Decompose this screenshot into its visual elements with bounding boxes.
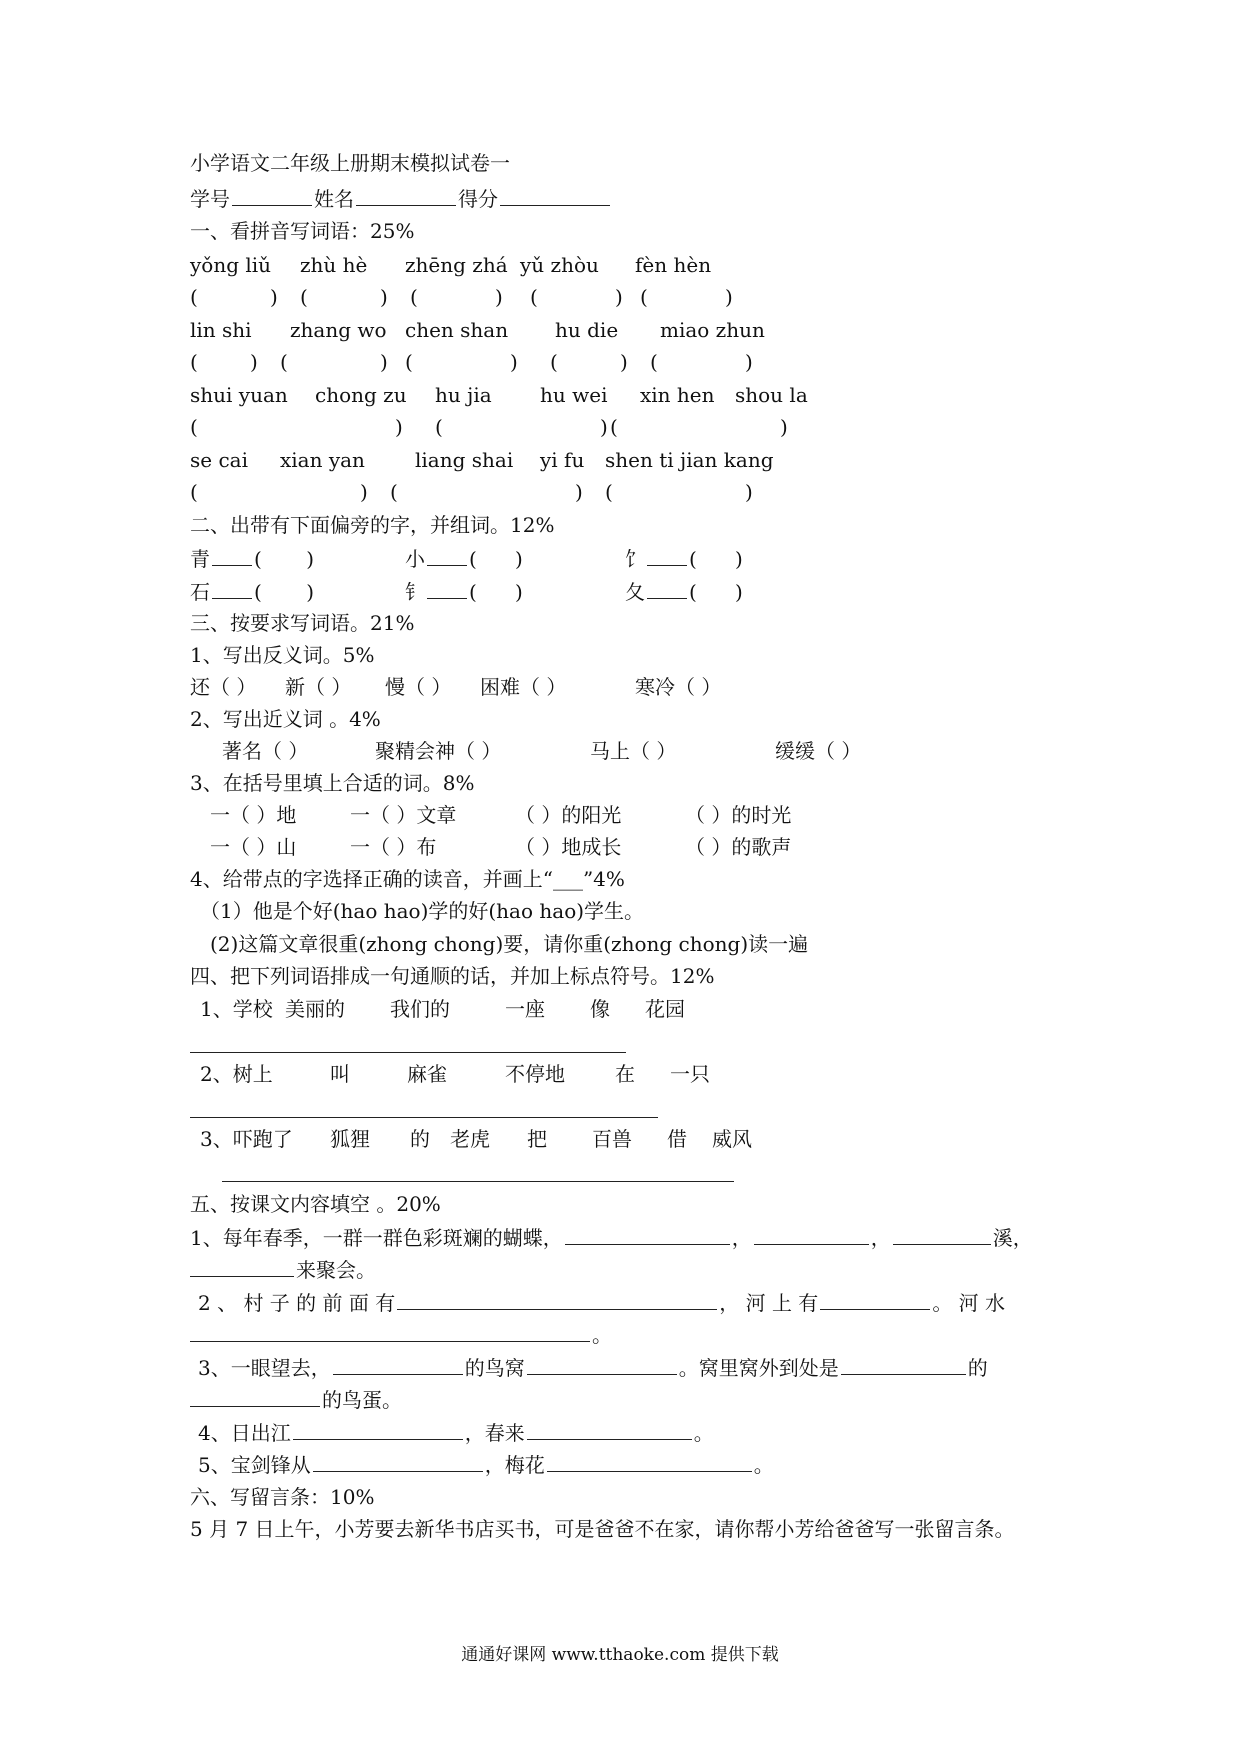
pinyin-row-1 xyxy=(190,252,745,278)
fill-text: 4、日出江 xyxy=(198,1421,291,1445)
word: 威风 xyxy=(712,1127,752,1151)
paren: ( xyxy=(605,480,613,504)
fill-text: 的 xyxy=(967,1356,988,1380)
fill-text: 3、一眼望去， xyxy=(198,1356,331,1380)
fill-text: ， xyxy=(870,1226,891,1250)
pinyin-row-4 xyxy=(190,447,774,473)
radical: 夂 xyxy=(625,580,645,604)
pinyin: miao zhun xyxy=(660,318,765,342)
fill-item: （ ）的阳光 xyxy=(515,803,622,827)
radical-blank[interactable] xyxy=(427,545,467,566)
paren: ) xyxy=(270,285,278,309)
message-prompt: 5 月 7 日上午，小芳要去新华书店买书，可是爸爸不在家，请你帮小芳给爸爸写一张留言条。 xyxy=(190,1517,1015,1541)
radical-blank[interactable] xyxy=(212,578,252,599)
word: 狐狸 xyxy=(330,1127,370,1151)
fill-text: 。窝里窝外到处是 xyxy=(678,1356,839,1380)
paren: ( xyxy=(550,350,558,374)
page-title: 小学语文二年级上册期末模拟试卷一 xyxy=(190,151,510,175)
word: 一座 xyxy=(505,997,545,1021)
footer-credit: 通通好课网 www.tthaoke.com 提供下载 xyxy=(461,1645,779,1665)
fill-blank[interactable] xyxy=(547,1451,752,1472)
word: 1、学校 xyxy=(200,997,273,1021)
synonym-row[interactable] xyxy=(222,738,861,764)
pinyin: chong zu xyxy=(315,383,407,407)
fill-text: ，春来 xyxy=(464,1421,525,1445)
synonym-item: 聚精会神（ ） xyxy=(375,739,502,763)
radical: 石 xyxy=(190,580,210,604)
section-4-heading: 四、把下列词语排成一句通顺的话，并加上标点符号。12% xyxy=(190,964,715,988)
paren: ) xyxy=(620,350,628,374)
pinyin: lin shi xyxy=(190,318,252,342)
answer-row-3[interactable] xyxy=(190,414,788,440)
student-info-line xyxy=(190,185,612,212)
section-6-heading: 六、写留言条：10% xyxy=(190,1485,375,1509)
paren: ( xyxy=(530,285,538,309)
fill-line-2 xyxy=(198,1289,1005,1316)
pinyin: se cai xyxy=(190,448,248,472)
antonym-row[interactable] xyxy=(190,674,721,700)
pinyin: hu die xyxy=(555,318,619,342)
fill-line-5 xyxy=(198,1451,774,1478)
paren: ( xyxy=(650,350,658,374)
fill-row-1[interactable] xyxy=(210,802,791,828)
fill-blank[interactable] xyxy=(820,1289,930,1310)
pinyin: xian yan xyxy=(280,448,365,472)
paren: ) xyxy=(495,285,503,309)
word: 在 xyxy=(615,1062,635,1086)
q3-4-title: 4、给带点的字选择正确的读音，并画上“___”4% xyxy=(190,867,625,891)
fill-blank[interactable] xyxy=(333,1354,463,1375)
fill-text: 5、宝剑锋从 xyxy=(198,1453,311,1477)
pinyin: shui yuan xyxy=(190,383,288,407)
sentence-words-2 xyxy=(200,1061,710,1087)
fill-blank[interactable] xyxy=(565,1224,730,1245)
xingming-label: 姓名 xyxy=(314,187,354,211)
paren: ( xyxy=(190,480,198,504)
fill-text: 的鸟蛋。 xyxy=(322,1388,402,1412)
pinyin: chen shan xyxy=(405,318,509,342)
pinyin: yǔ zhòu xyxy=(520,253,599,277)
word: 百兽 xyxy=(592,1127,632,1151)
fill-text: ， xyxy=(731,1226,752,1250)
pinyin: zhēng zhá xyxy=(405,253,508,277)
q3-3-title: 3、在括号里填上合适的词。8% xyxy=(190,771,475,795)
fill-item: 一（ ）布 xyxy=(350,835,437,859)
pinyin: shou la xyxy=(735,383,808,407)
word: 3、吓跑了 xyxy=(200,1127,293,1151)
section-1-heading: 一、看拼音写词语：25% xyxy=(190,219,415,243)
radical-row-1: 青 ( ) 小 ( ) 饣 ( ) xyxy=(190,547,743,571)
paren: ( xyxy=(190,415,198,439)
pinyin: hu wei xyxy=(540,383,608,407)
antonym-item: 新（ ） xyxy=(285,675,352,699)
paren: ) xyxy=(360,480,368,504)
paren: ( xyxy=(410,285,418,309)
radical-blank[interactable] xyxy=(647,545,687,566)
answer-row-2[interactable] xyxy=(190,349,753,375)
xingming-blank[interactable] xyxy=(356,185,456,206)
fill-item: （ ）的歌声 xyxy=(685,835,792,859)
synonym-item: 著名（ ） xyxy=(222,739,309,763)
paren: ( xyxy=(640,285,648,309)
fill-blank[interactable] xyxy=(313,1451,483,1472)
synonym-item: 缓缓（ ） xyxy=(775,739,862,763)
answer-row-4[interactable] xyxy=(190,479,753,505)
fill-text: ， 河 上 有 xyxy=(719,1291,819,1315)
antonym-item: 慢（ ） xyxy=(385,675,452,699)
pinyin: yǒng liǔ xyxy=(190,253,272,277)
fill-text: 的鸟窝 xyxy=(464,1356,525,1380)
defen-blank[interactable] xyxy=(500,185,610,206)
radical-blank[interactable] xyxy=(427,578,467,599)
fill-line-1 xyxy=(190,1224,1033,1251)
radical: 小 xyxy=(405,547,425,571)
fill-text: 溪， xyxy=(992,1226,1033,1250)
defen-label: 得分 xyxy=(458,187,498,211)
answer-row-1[interactable] xyxy=(190,284,733,310)
pinyin: zhang wo xyxy=(290,318,387,342)
paren: ) xyxy=(745,480,753,504)
fill-blank[interactable] xyxy=(893,1224,991,1245)
fill-line-4 xyxy=(198,1419,714,1446)
paren: ) xyxy=(615,285,623,309)
paren: ) xyxy=(575,480,583,504)
paren: ( xyxy=(390,480,398,504)
word: 2、树上 xyxy=(200,1062,273,1086)
fill-blank[interactable] xyxy=(293,1419,463,1440)
paren: ) xyxy=(395,415,403,439)
paren: ) xyxy=(745,350,753,374)
section-5-heading: 五、按课文内容填空 。20% xyxy=(190,1192,441,1216)
fill-row-2[interactable] xyxy=(210,834,791,860)
fill-text: 。 xyxy=(693,1421,714,1445)
pronunciation-q1: （1）他是个好(hao hao)学的好(hao hao)学生。 xyxy=(200,899,645,923)
word: 借 xyxy=(667,1127,687,1151)
fill-blank[interactable] xyxy=(527,1419,692,1440)
pinyin: xin hen xyxy=(640,383,715,407)
radical: 饣 xyxy=(625,547,645,571)
fill-line-3 xyxy=(198,1354,988,1381)
sentence-words-1 xyxy=(200,996,685,1022)
radical-row-2: 石 ( ) 钅 ( ) 夂 ( ) xyxy=(190,580,743,604)
q3-2-title: 2、写出近义词 。4% xyxy=(190,707,381,731)
fill-blank[interactable] xyxy=(841,1354,966,1375)
pinyin-row-3 xyxy=(190,382,808,408)
pinyin: yi fu xyxy=(540,448,585,472)
pinyin: shen ti jian kang xyxy=(605,448,774,472)
pronunciation-q2: (2)这篇文章很重(zhong chong)要，请你重(zhong chong)读一遍 xyxy=(210,932,809,956)
radical-blank[interactable] xyxy=(647,578,687,599)
answer-line-2[interactable] xyxy=(190,1117,658,1118)
fill-text: 。 河 水 xyxy=(932,1291,1006,1315)
fill-text: 2 、 村 子 的 前 面 有 xyxy=(198,1291,396,1315)
word: 像 xyxy=(590,997,610,1021)
antonym-item: 困难（ ） xyxy=(480,675,567,699)
fill-blank[interactable] xyxy=(754,1224,869,1245)
fill-text: 。 xyxy=(753,1453,774,1477)
paren: ( xyxy=(190,285,198,309)
word: 我们的 xyxy=(390,997,450,1021)
paren: ( xyxy=(300,285,308,309)
fill-blank[interactable] xyxy=(190,1321,590,1342)
word: 不停地 xyxy=(505,1062,565,1086)
paren: ( xyxy=(280,350,288,374)
paren: ( xyxy=(610,415,618,439)
q3-1-title: 1、写出反义词。5% xyxy=(190,643,375,667)
paren: ) xyxy=(600,415,608,439)
pinyin: fèn hèn xyxy=(635,253,712,277)
pinyin-row-2 xyxy=(190,317,770,343)
fill-blank[interactable] xyxy=(397,1289,717,1310)
answer-line-3[interactable] xyxy=(222,1181,734,1182)
section-3-heading: 三、按要求写词语。21% xyxy=(190,611,415,635)
paren: ( xyxy=(190,350,198,374)
paren: ( xyxy=(435,415,443,439)
fill-item: 一（ ）山 xyxy=(210,835,297,859)
fill-item: （ ）的时光 xyxy=(685,803,792,827)
fill-text: 来聚会。 xyxy=(296,1258,376,1282)
synonym-item: 马上（ ） xyxy=(590,739,677,763)
pinyin: zhù hè xyxy=(300,253,368,277)
paren: ) xyxy=(780,415,788,439)
word: 的 xyxy=(410,1127,430,1151)
paren: ( xyxy=(405,350,413,374)
fill-item: 一（ ）地 xyxy=(210,803,297,827)
fill-text: 。 xyxy=(592,1323,612,1347)
fill-blank[interactable] xyxy=(190,1386,320,1407)
fill-line-3b xyxy=(190,1386,402,1413)
xuehao-label: 学号 xyxy=(190,187,230,211)
section-2-heading: 二、出带有下面偏旁的字，并组词。12% xyxy=(190,513,555,537)
fill-blank[interactable] xyxy=(190,1256,294,1277)
word: 麻雀 xyxy=(407,1062,447,1086)
fill-line-2b xyxy=(190,1321,612,1348)
radical-blank[interactable] xyxy=(212,545,252,566)
answer-line-1[interactable] xyxy=(190,1052,626,1053)
paren: ) xyxy=(380,285,388,309)
fill-blank[interactable] xyxy=(527,1354,677,1375)
radical: 青 xyxy=(190,547,210,571)
word: 美丽的 xyxy=(285,997,345,1021)
pinyin: hu jia xyxy=(435,383,492,407)
paren: ) xyxy=(380,350,388,374)
antonym-item: 寒冷（ ） xyxy=(635,675,722,699)
word: 叫 xyxy=(330,1062,350,1086)
fill-line-1b xyxy=(190,1256,376,1283)
fill-text: ，梅花 xyxy=(484,1453,545,1477)
word: 一只 xyxy=(670,1062,710,1086)
antonym-item: 还（ ） xyxy=(190,675,257,699)
word: 花园 xyxy=(645,997,685,1021)
xuehao-blank[interactable] xyxy=(232,185,312,206)
paren: ) xyxy=(725,285,733,309)
pinyin: liang shai xyxy=(415,448,514,472)
fill-item: （ ）地成长 xyxy=(515,835,622,859)
paren: ) xyxy=(250,350,258,374)
paren: ) xyxy=(510,350,518,374)
sentence-words-3 xyxy=(200,1126,752,1152)
fill-text: 1、每年春季，一群一群色彩斑斓的蝴蝶， xyxy=(190,1226,563,1250)
radical: 钅 xyxy=(405,580,425,604)
word: 老虎 xyxy=(450,1127,490,1151)
word: 把 xyxy=(527,1127,547,1151)
fill-item: 一（ ）文章 xyxy=(350,803,457,827)
